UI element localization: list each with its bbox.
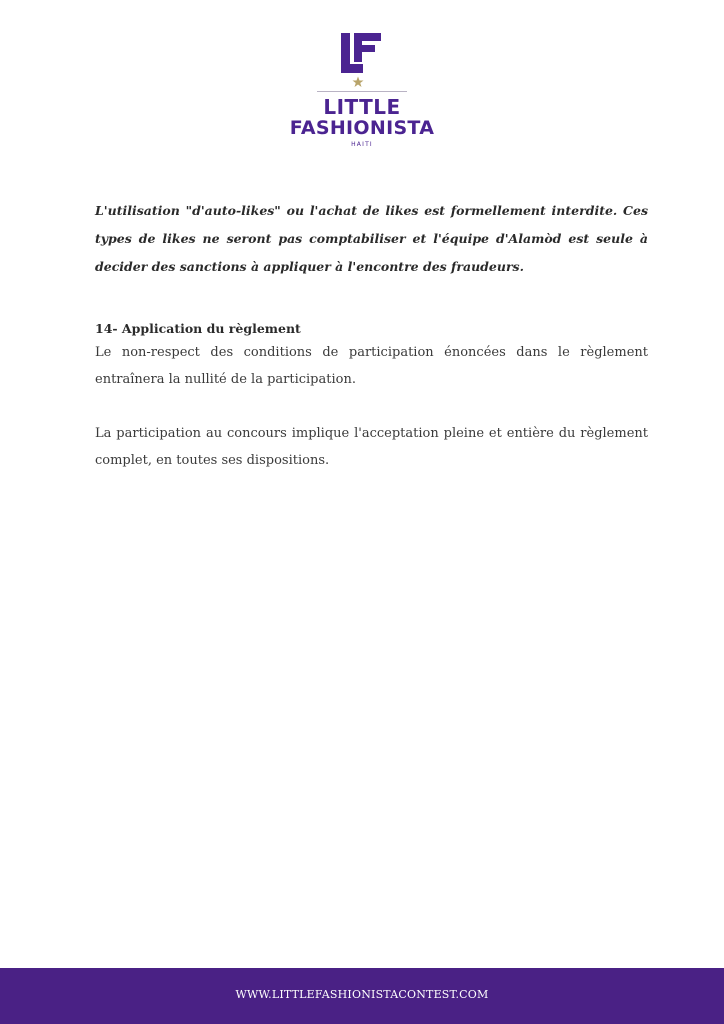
brand-country: HAITI [351,141,373,148]
brand-name-line2: FASHIONISTA [289,117,435,139]
page-footer [0,968,724,1024]
website-link[interactable]: WWW.LITTLEFASHIONISTACONTEST.COM [235,988,489,1001]
star-icon [352,76,364,88]
brand-monogram [340,33,384,73]
body-paragraph-1: Le non-respect des conditions de participation énoncées dans le règlement entraînera la nullité de la participation. [95,345,648,387]
intro-paragraph: L'utilisation "d'auto-likes" ou l'achat de likes est formellement interdite. Ces types de likes ne seront pas comptabiliser et l'équipe d'Alamòd est seule à decider des sanctions à appliquer à l'encontre des fraudeurs. [95,203,648,274]
page-header [0,0,724,160]
body-paragraph-2: La participation au concours implique l'acceptation pleine et entière du règlement complet, en toutes ses dispositions. [95,426,648,468]
logo-divider [317,91,407,92]
section-heading: 14- Application du règlement [95,321,301,336]
document-body [95,197,648,474]
brand-name-line1: LITTLE [323,95,401,119]
